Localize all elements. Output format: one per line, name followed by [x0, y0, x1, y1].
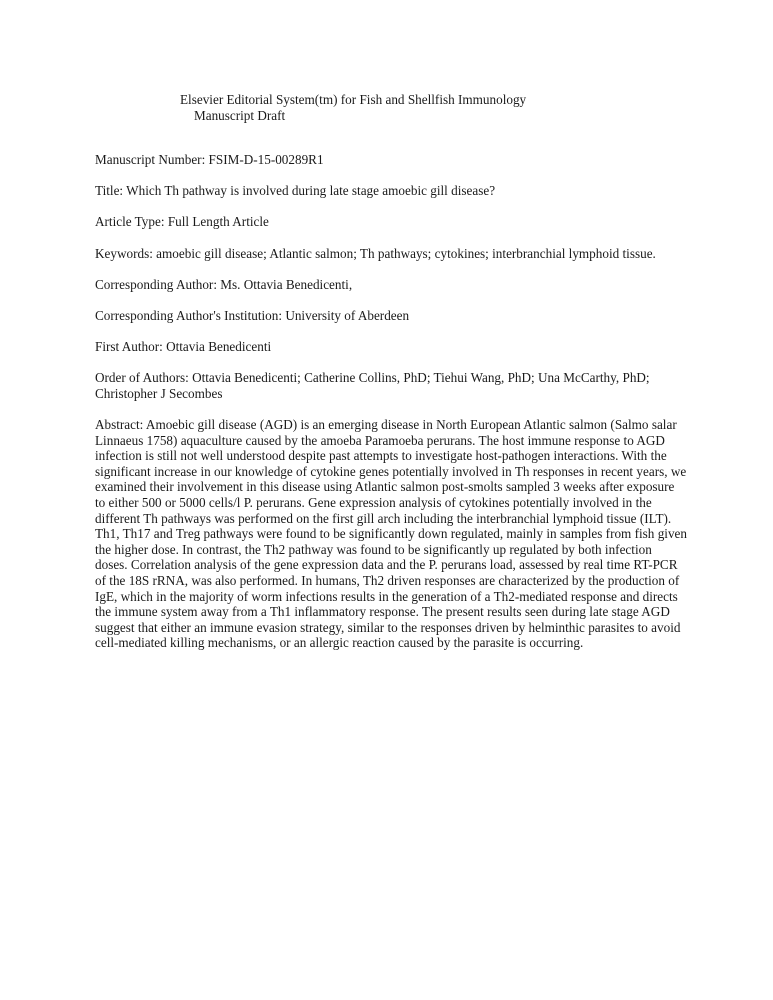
manuscript-draft-label: Manuscript Draft [194, 107, 286, 123]
keywords-label: Keywords: [95, 245, 153, 261]
order-of-authors-label: Order of Authors: [95, 370, 189, 386]
abstract-label: Abstract: [95, 417, 144, 433]
order-of-authors-value: Ottavia Benedicenti; Catherine Collins, PhD; Tiehui Wang, PhD; Una McCarthy, PhD; Christopher J Secombes [95, 370, 650, 401]
corresponding-author-value: Ms. Ottavia Benedicenti, [220, 276, 353, 292]
article-type-field [95, 214, 687, 230]
corresponding-institution-label: Corresponding Author's Institution: [95, 307, 283, 323]
keywords-value: amoebic gill disease; Atlantic salmon; Th pathways; cytokines; interbranchial lymphoid tissue. [156, 245, 656, 261]
abstract-field [95, 417, 687, 651]
article-type-label: Article Type: [95, 214, 165, 230]
editorial-system-title: Elsevier Editorial System(tm) for Fish and Shellfish Immunology [180, 92, 527, 107]
article-type-value: Full Length Article [167, 214, 269, 230]
first-author-field [95, 339, 687, 355]
keywords-field [95, 246, 687, 262]
corresponding-author-label: Corresponding Author: [95, 276, 217, 292]
title-label: Title: [95, 183, 124, 199]
manuscript-details [95, 152, 687, 651]
order-of-authors-field [95, 370, 687, 401]
corresponding-institution-value: University of Aberdeen [285, 307, 410, 323]
page-header [180, 92, 600, 123]
corresponding-author-field [95, 277, 687, 293]
manuscript-number-field [95, 152, 687, 168]
title-value: Which Th pathway is involved during late stage amoebic gill disease? [126, 183, 496, 199]
first-author-value: Ottavia Benedicenti [166, 339, 272, 355]
manuscript-number-label: Manuscript Number: [95, 152, 206, 167]
first-author-label: First Author: [95, 339, 163, 355]
corresponding-institution-field [95, 308, 687, 324]
abstract-value: Amoebic gill disease (AGD) is an emerging disease in North European Atlantic salmon (Salmo salar Linnaeus 1758) aquaculture caused by the amoeba Paramoeba perurans. The host immune response to AGD infection is still not well understood despite past attempts to investigate host-pathogen interactions. With the significant increase in our knowledge of cytokine genes potentially involved in Th responses in recent years, we examined their involvement in this disease using Atlantic salmon post-smolts sampled 3 weeks after exposure to either 500 or 5000 cells/l P. perurans. Gene expression analysis of cytokines potentially involved in the different Th pathways was performed on the first gill arch including the interbranchial lymphoid tissue (ILT). Th1, Th17 and Treg pathways were found to be significantly down regulated, mainly in samples from fish given the higher dose. In contrast, the Th2 pathway was found to be significantly up regulated by both infection doses. Correlation analysis of the gene expression data and the P. perurans load, assessed by real time RT-PCR of the 18S rRNA, was also performed. In humans, Th2 driven responses are characterized by the production of IgE, which in the majority of worm infections results in the generation of a Th2-mediated response and directs the immune system away from a Th1 inflammatory response. The present results seen during late stage AGD suggest that either an immune evasion strategy, similar to the responses driven by helminthic parasites to avoid cell-mediated killing mechanisms, or an allergic reaction caused by the parasite is occurring. [95, 417, 687, 651]
title-field [95, 183, 687, 199]
manuscript-number-value: FSIM-D-15-00289R1 [208, 152, 324, 167]
